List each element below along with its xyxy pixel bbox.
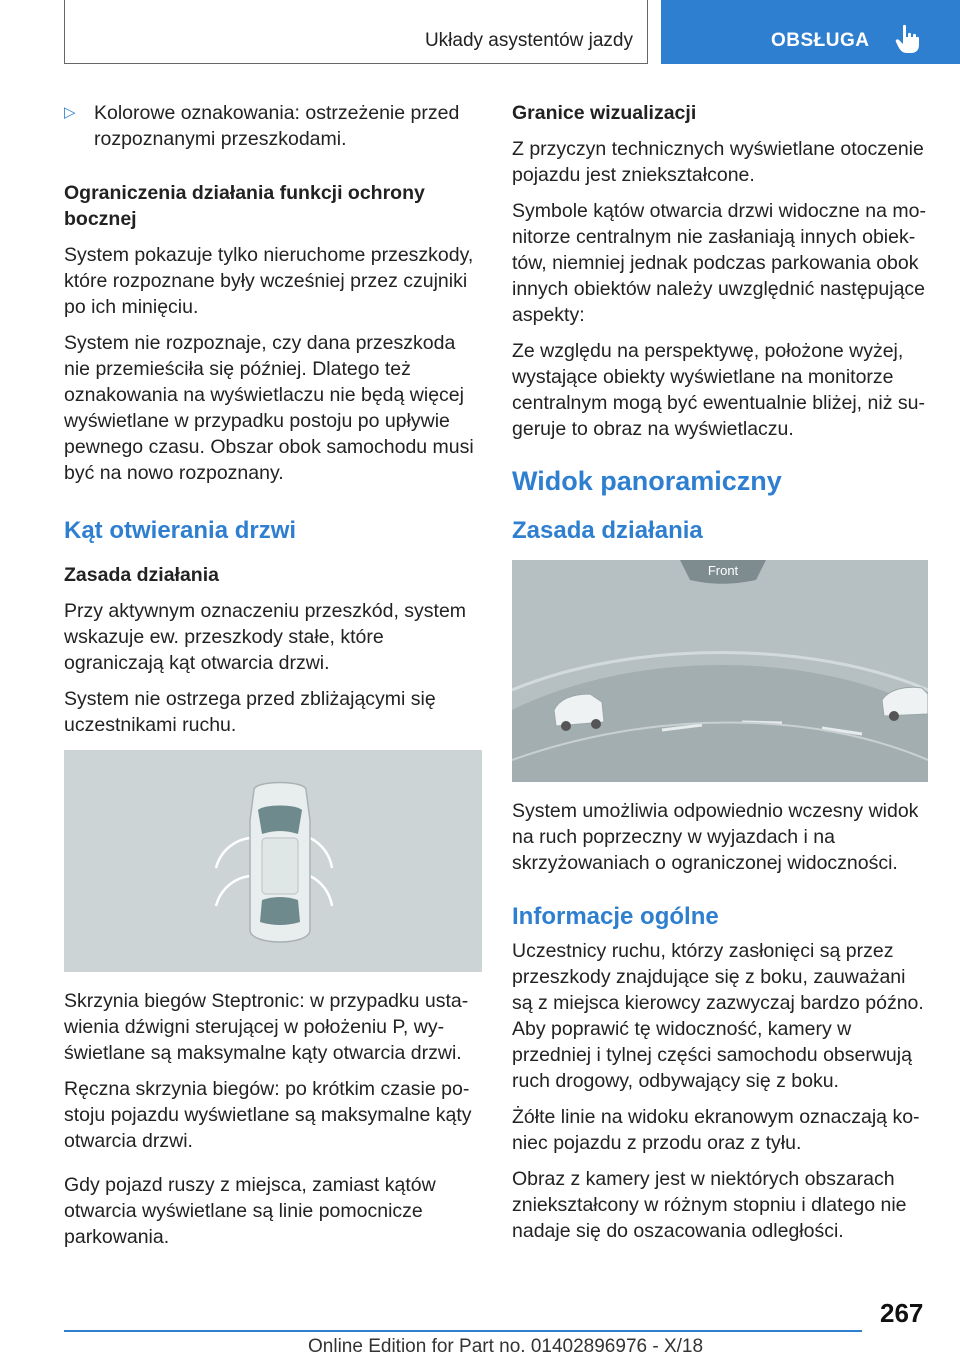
limits-paragraph-1: System pokazuje tylko nieruchome przeszkody, które rozpoznane były wcześniej przez czujniki po ich minięciu. xyxy=(64,244,474,318)
driving-off-paragraph: Gdy pojazd ruszy z miejsca, zamiast kątów otwarcia wyświetlane są linie pomocnicze parkowania. xyxy=(64,1174,436,1248)
panorama-heading: Widok panoramiczny xyxy=(512,466,782,496)
section-tab[interactable] xyxy=(661,0,960,64)
page-number: 267 xyxy=(880,1298,924,1328)
right-column xyxy=(512,100,928,1254)
steptronic-paragraph: Skrzynia biegów Steptronic: w przypadku ustawienia dźwigni sterującej w położeniu P, wyświetlane są maksymalne kąty otwarcia drzwi. xyxy=(64,990,469,1064)
visualization-paragraph-2: Symbole kątów otwarcia drzwi widoczne na monitorze centralnym nie zasłaniają innych obiektów, niemniej jednak podczas parkowania obok innych obiektów należy uwzględnić następujące aspekty: xyxy=(512,200,927,326)
visualization-paragraph-1: Z przyczyn technicznych wyświetlane otoczenie pojazdu jest zniekształcone. xyxy=(512,138,924,186)
list-item xyxy=(64,100,482,152)
chapter-header xyxy=(64,0,648,64)
door-angle-figure xyxy=(64,750,482,972)
left-column xyxy=(64,100,482,1260)
visualization-heading: Granice wizualizacji xyxy=(512,102,697,124)
chapter-title: Układy asystentów jazdy xyxy=(424,30,633,51)
principle-paragraph-2: System nie ostrzega przed zbliżającymi się uczestnikami ruchu. xyxy=(64,688,436,736)
triangle-bullet-icon: ▷ xyxy=(64,104,76,121)
footer-divider xyxy=(64,1330,862,1332)
panorama-paragraph: System umożliwia odpowiednio wczesny widok na ruch poprzeczny w wyjazdach i na skrzyżowaniach o ograniczonej widoczności. xyxy=(512,800,919,874)
limits-heading: Ograniczenia działania funkcji ochrony bocznej xyxy=(64,182,425,230)
road-camera-illustration xyxy=(512,560,928,782)
general-paragraph-2: Żółte linie na widoku ekranowym oznaczają koniec pojazdu z przodu oraz z tyłu. xyxy=(512,1106,920,1154)
panorama-camera-figure xyxy=(512,560,928,782)
hand-pointer-icon xyxy=(895,24,921,54)
front-label: Front xyxy=(707,563,739,578)
limits-paragraph-2: System nie rozpoznaje, czy dana przeszkoda nie przemieściła się później. Dlatego też oznakowania na wyświetlaczu nie będą więcej wyświetlane w przypadku postoju po upływie pewnego czasu. Obszar obok samochodu musi być na nowo rozpoznany. xyxy=(64,332,474,484)
principle-paragraph-1: Przy aktywnym oznaczeniu przeszkód, system wskazuje ew. przeszkody stałe, które ograniczają kąt otwarcia drzwi. xyxy=(64,600,467,674)
general-paragraph-1: Uczestnicy ruchu, którzy zasłonięci są przez przeszkody znajdujące się z boku, zauważani są z miejsca kierowcy zazwyczaj bardzo późno. Aby poprawić tę widoczność, kamery w przedniej i tylnej części samochodu obserwują ruch drogowy, odbywający się z boku. xyxy=(512,940,924,1092)
manual-gearbox-paragraph: Ręczna skrzynia biegów: po krótkim czasie postoju pojazdu wyświetlane są maksymalne kąty otwarcia drzwi. xyxy=(64,1078,472,1152)
edition-text: Online Edition for Part no. 01402896976 - X/18 xyxy=(308,1336,704,1357)
general-info-heading: Informacje ogólne xyxy=(512,903,719,930)
visualization-paragraph-3: Ze względu na perspektywę, położone wyżej, wystające obiekty wyświetlane na monitorze centralnym mogą być ewentualnie bliżej, niż sugeruje to obraz na wyświetlaczu. xyxy=(512,340,925,440)
bullet-text: Kolorowe oznakowania: ostrzeżenie przed rozpoznanymi przeszkodami. xyxy=(94,102,460,150)
door-angle-heading: Kąt otwierania drzwi xyxy=(64,517,297,544)
car-top-view-illustration xyxy=(64,750,482,972)
section-tab-label: OBSŁUGA xyxy=(771,30,870,51)
principle-heading-left: Zasada działania xyxy=(64,564,219,586)
general-paragraph-3: Obraz z kamery jest w niektórych obszarach zniekształcony w różnym stopniu i dlatego nie nadaje się do oszacowania odległości. xyxy=(512,1168,907,1242)
principle-heading-right: Zasada działania xyxy=(512,517,703,544)
